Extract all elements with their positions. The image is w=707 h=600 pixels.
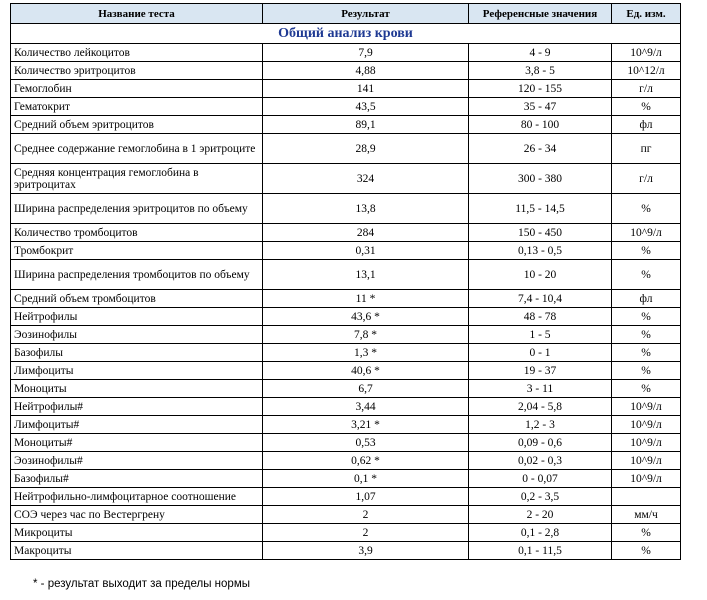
result-cell: 11 *	[263, 290, 469, 308]
result-cell: 0,62 *	[263, 452, 469, 470]
test-name-cell: Моноциты	[11, 380, 263, 398]
table-row	[11, 62, 681, 80]
reference-cell: 7,4 - 10,4	[469, 290, 612, 308]
result-cell: 3,44	[263, 398, 469, 416]
lab-results-table	[10, 3, 681, 560]
unit-cell: %	[612, 344, 681, 362]
test-name-cell: Средний объем тромбоцитов	[11, 290, 263, 308]
test-name-cell: Нейтрофильно-лимфоцитарное соотношение	[11, 488, 263, 506]
table-row	[11, 344, 681, 362]
test-name-cell: Средняя концентрация гемоглобина в эритроцитах	[11, 164, 263, 194]
unit-cell	[612, 488, 681, 506]
reference-cell: 0,09 - 0,6	[469, 434, 612, 452]
test-name-cell: Базофилы	[11, 344, 263, 362]
reference-cell: 3 - 11	[469, 380, 612, 398]
unit-cell: 10^12/л	[612, 62, 681, 80]
unit-cell: %	[612, 542, 681, 560]
result-cell: 43,6 *	[263, 308, 469, 326]
unit-cell: %	[612, 194, 681, 224]
unit-cell: %	[612, 98, 681, 116]
result-cell: 7,8 *	[263, 326, 469, 344]
header-result: Результат	[263, 4, 469, 24]
unit-cell: 10^9/л	[612, 44, 681, 62]
unit-cell: %	[612, 308, 681, 326]
test-name-cell: Лимфоциты#	[11, 416, 263, 434]
reference-cell: 10 - 20	[469, 260, 612, 290]
table-row	[11, 164, 681, 194]
result-cell: 0,1 *	[263, 470, 469, 488]
test-name-cell: Нейтрофилы	[11, 308, 263, 326]
table-row	[11, 416, 681, 434]
unit-cell: %	[612, 524, 681, 542]
reference-cell: 2 - 20	[469, 506, 612, 524]
test-name-cell: Лимфоциты	[11, 362, 263, 380]
test-name-cell: Микроциты	[11, 524, 263, 542]
unit-cell: 10^9/л	[612, 224, 681, 242]
reference-cell: 80 - 100	[469, 116, 612, 134]
test-name-cell: Среднее содержание гемоглобина в 1 эритроците	[11, 134, 263, 164]
table-row	[11, 326, 681, 344]
table-row	[11, 80, 681, 98]
unit-cell: %	[612, 260, 681, 290]
reference-cell: 0 - 1	[469, 344, 612, 362]
reference-cell: 0 - 0,07	[469, 470, 612, 488]
result-cell: 4,88	[263, 62, 469, 80]
reference-cell: 19 - 37	[469, 362, 612, 380]
table-row	[11, 470, 681, 488]
reference-cell: 48 - 78	[469, 308, 612, 326]
reference-cell: 2,04 - 5,8	[469, 398, 612, 416]
test-name-cell: Эозинофилы#	[11, 452, 263, 470]
table-row	[11, 290, 681, 308]
test-name-cell: Гемоглобин	[11, 80, 263, 98]
header-reference: Референсные значения	[469, 4, 612, 24]
section-row	[11, 24, 681, 44]
result-cell: 6,7	[263, 380, 469, 398]
table-row	[11, 542, 681, 560]
reference-cell: 0,1 - 11,5	[469, 542, 612, 560]
result-cell: 7,9	[263, 44, 469, 62]
test-name-cell: Ширина распределения тромбоцитов по объему	[11, 260, 263, 290]
unit-cell: 10^9/л	[612, 398, 681, 416]
result-cell: 13,1	[263, 260, 469, 290]
unit-cell: %	[612, 362, 681, 380]
reference-cell: 0,2 - 3,5	[469, 488, 612, 506]
result-cell: 13,8	[263, 194, 469, 224]
result-cell: 40,6 *	[263, 362, 469, 380]
header-unit: Ед. изм.	[612, 4, 681, 24]
reference-cell: 0,1 - 2,8	[469, 524, 612, 542]
result-cell: 2	[263, 524, 469, 542]
table-header-row	[11, 4, 681, 24]
test-name-cell: Гематокрит	[11, 98, 263, 116]
unit-cell: мм/ч	[612, 506, 681, 524]
result-cell: 89,1	[263, 116, 469, 134]
reference-cell: 150 - 450	[469, 224, 612, 242]
reference-cell: 1,2 - 3	[469, 416, 612, 434]
result-cell: 324	[263, 164, 469, 194]
unit-cell: 10^9/л	[612, 452, 681, 470]
footnote: * - результат выходит за пределы нормы	[33, 578, 250, 590]
result-cell: 3,21 *	[263, 416, 469, 434]
unit-cell: пг	[612, 134, 681, 164]
unit-cell: 10^9/л	[612, 434, 681, 452]
unit-cell: фл	[612, 290, 681, 308]
section-title: Общий анализ крови	[11, 24, 681, 44]
test-name-cell: Количество лейкоцитов	[11, 44, 263, 62]
unit-cell: г/л	[612, 80, 681, 98]
test-name-cell: Средний объем эритроцитов	[11, 116, 263, 134]
result-cell: 43,5	[263, 98, 469, 116]
result-cell: 2	[263, 506, 469, 524]
header-test-name: Название теста	[11, 4, 263, 24]
unit-cell: %	[612, 380, 681, 398]
reference-cell: 26 - 34	[469, 134, 612, 164]
reference-cell: 3,8 - 5	[469, 62, 612, 80]
test-name-cell: Ширина распределения эритроцитов по объему	[11, 194, 263, 224]
reference-cell: 300 - 380	[469, 164, 612, 194]
table-row	[11, 308, 681, 326]
test-name-cell: Макроциты	[11, 542, 263, 560]
table-row	[11, 524, 681, 542]
test-name-cell: Моноциты#	[11, 434, 263, 452]
reference-cell: 1 - 5	[469, 326, 612, 344]
result-cell: 1,3 *	[263, 344, 469, 362]
table-row	[11, 506, 681, 524]
table-row	[11, 260, 681, 290]
reference-cell: 4 - 9	[469, 44, 612, 62]
table-row	[11, 398, 681, 416]
table-row	[11, 44, 681, 62]
test-name-cell: Количество тромбоцитов	[11, 224, 263, 242]
table-row	[11, 134, 681, 164]
test-name-cell: Нейтрофилы#	[11, 398, 263, 416]
table-row	[11, 98, 681, 116]
table-row	[11, 434, 681, 452]
result-cell: 284	[263, 224, 469, 242]
test-name-cell: Количество эритроцитов	[11, 62, 263, 80]
result-cell: 0,31	[263, 242, 469, 260]
reference-cell: 0,02 - 0,3	[469, 452, 612, 470]
table-row	[11, 488, 681, 506]
table-row	[11, 194, 681, 224]
test-name-cell: Эозинофилы	[11, 326, 263, 344]
table-row	[11, 242, 681, 260]
reference-cell: 35 - 47	[469, 98, 612, 116]
table-row	[11, 224, 681, 242]
unit-cell: г/л	[612, 164, 681, 194]
test-name-cell: Тромбокрит	[11, 242, 263, 260]
table-row	[11, 380, 681, 398]
result-cell: 3,9	[263, 542, 469, 560]
result-cell: 28,9	[263, 134, 469, 164]
table-row	[11, 116, 681, 134]
test-name-cell: СОЭ через час по Вестергрену	[11, 506, 263, 524]
table-row	[11, 452, 681, 470]
unit-cell: 10^9/л	[612, 470, 681, 488]
result-cell: 141	[263, 80, 469, 98]
unit-cell: %	[612, 242, 681, 260]
reference-cell: 120 - 155	[469, 80, 612, 98]
table-row	[11, 362, 681, 380]
test-name-cell: Базофилы#	[11, 470, 263, 488]
unit-cell: 10^9/л	[612, 416, 681, 434]
unit-cell: %	[612, 326, 681, 344]
result-cell: 0,53	[263, 434, 469, 452]
reference-cell: 0,13 - 0,5	[469, 242, 612, 260]
reference-cell: 11,5 - 14,5	[469, 194, 612, 224]
result-cell: 1,07	[263, 488, 469, 506]
unit-cell: фл	[612, 116, 681, 134]
